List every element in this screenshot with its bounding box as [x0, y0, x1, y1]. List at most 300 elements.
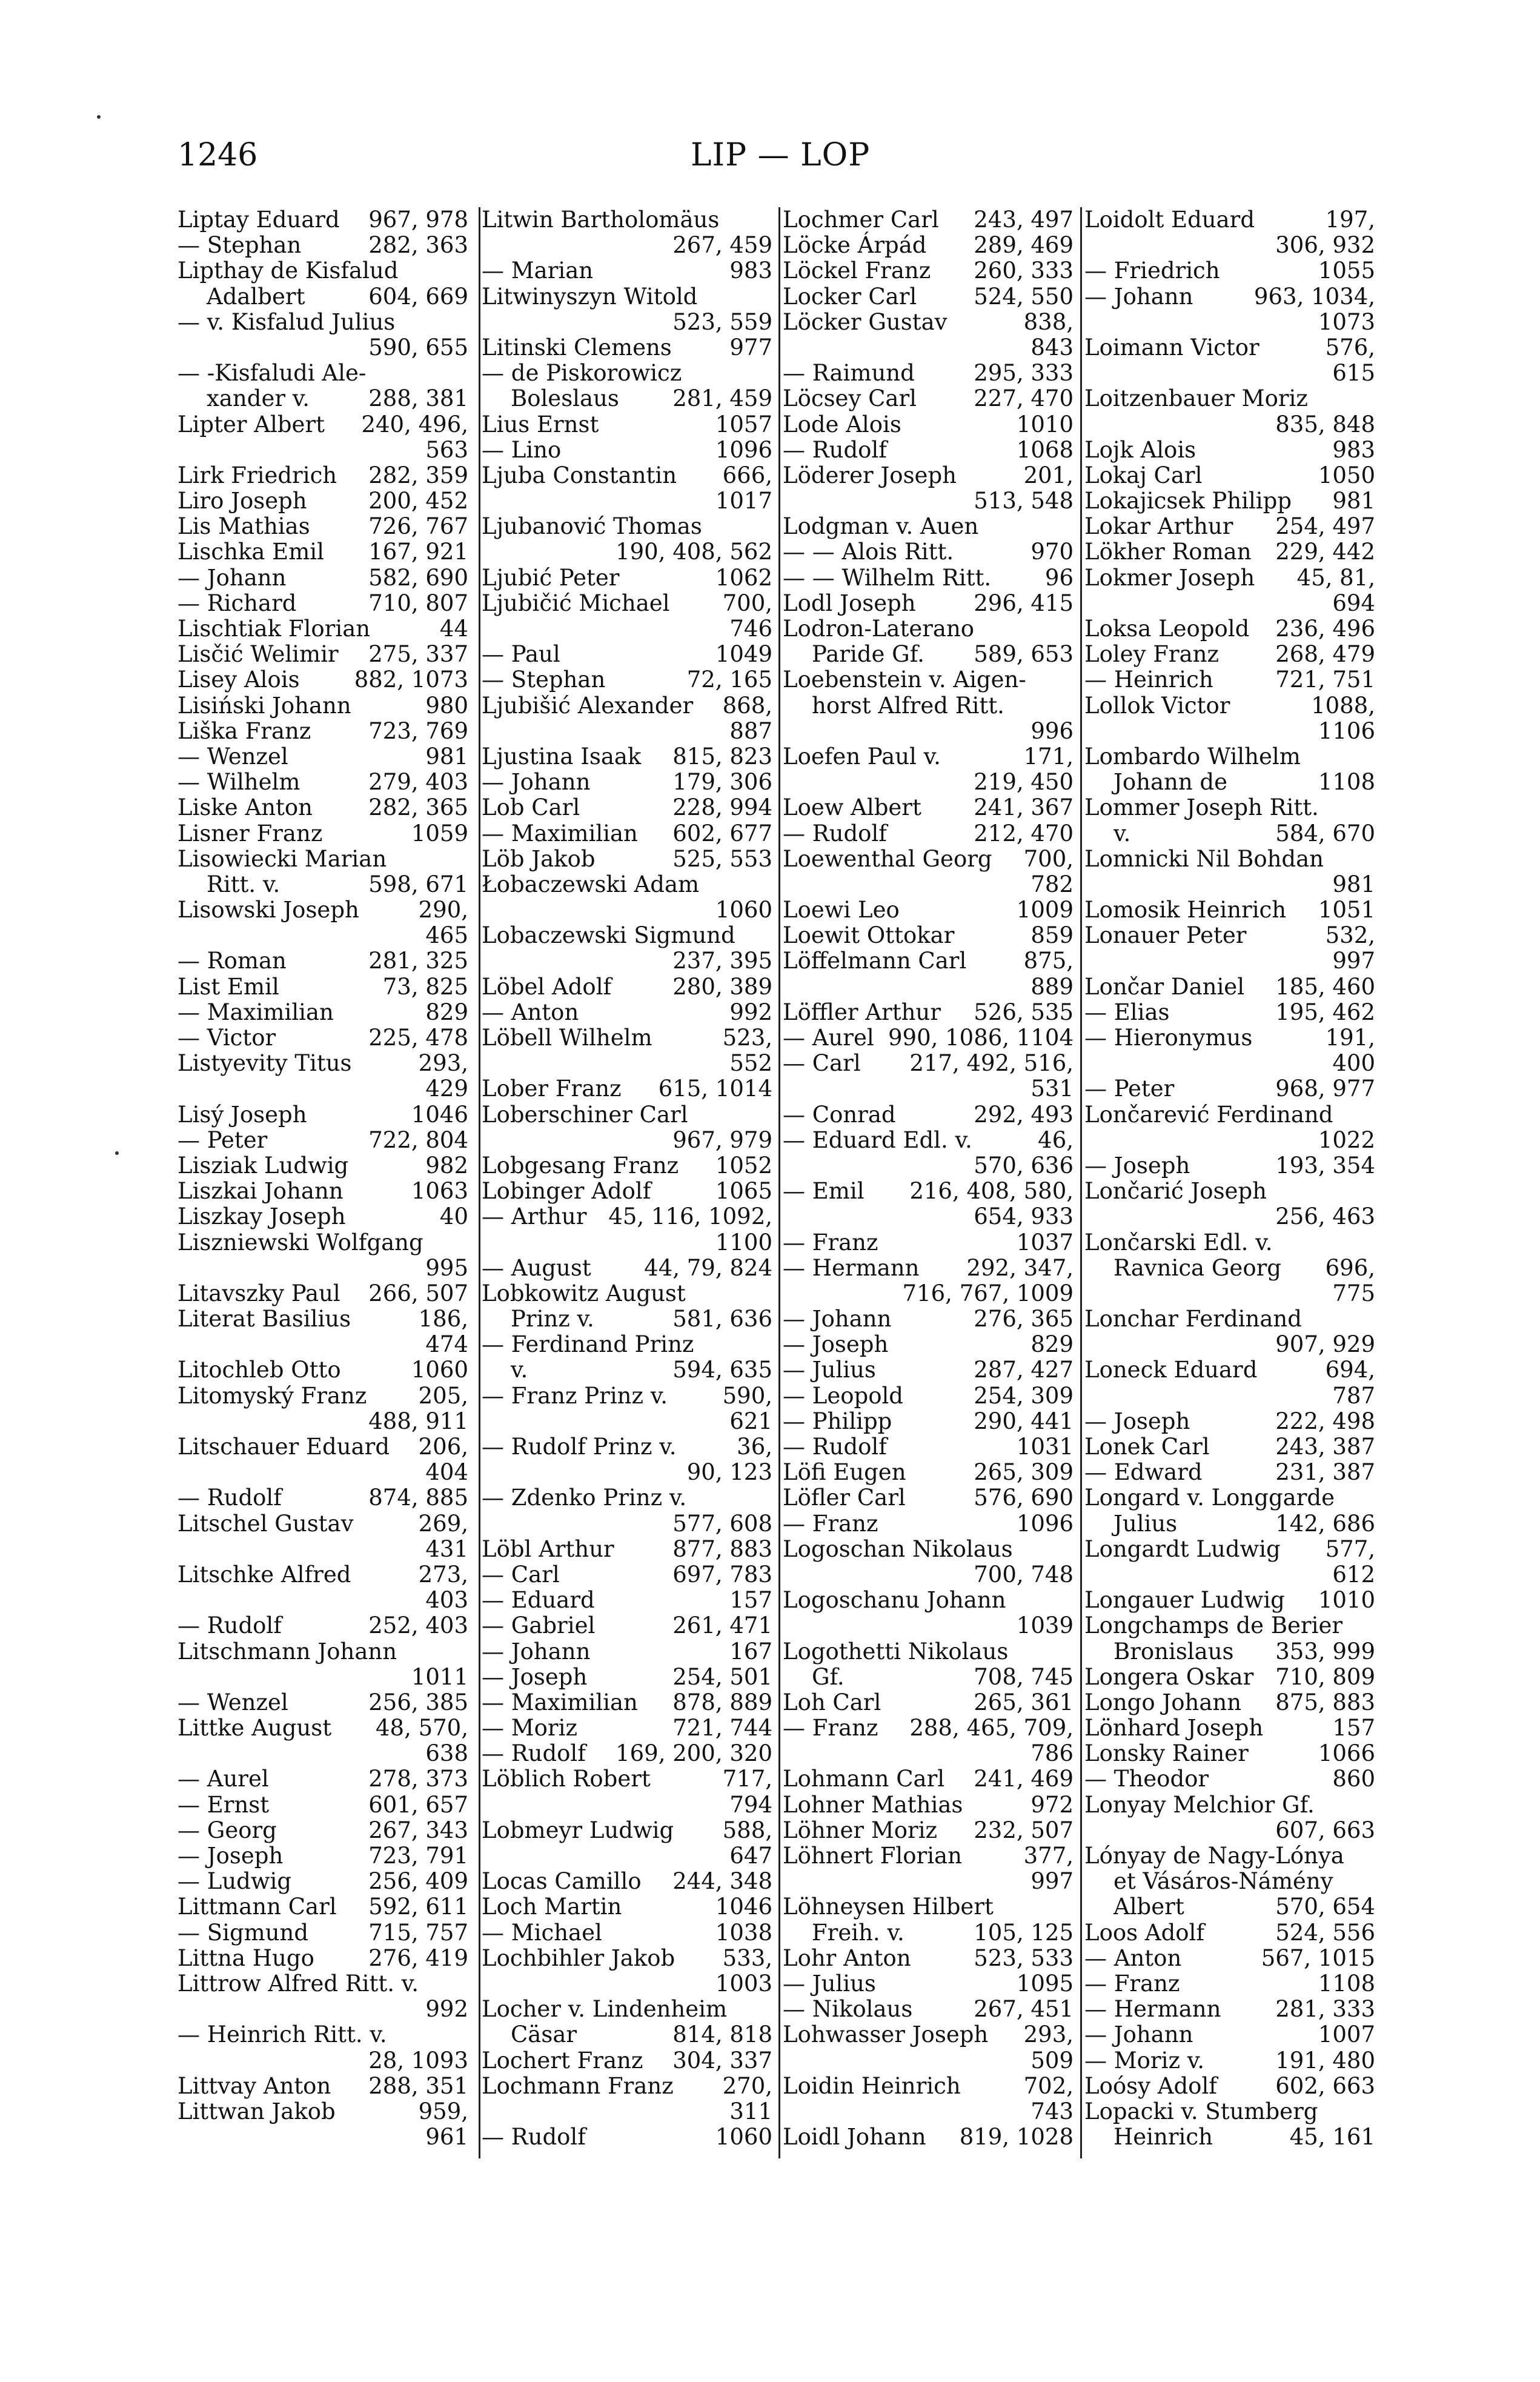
index-entry — [482, 974, 772, 1000]
entry-name: Lob Carl — [482, 794, 580, 821]
index-entry — [482, 2022, 772, 2048]
entry-pages: 598, 671 — [368, 871, 468, 897]
index-entry — [783, 1434, 1074, 1460]
entry-pages: 654, 933 — [974, 1203, 1074, 1230]
entry-name: Liška Franz — [178, 717, 311, 744]
entry-name: Loósy Adolf — [1084, 2072, 1217, 2099]
index-entry — [783, 948, 1074, 974]
entry-name: Ljubanović Thomas — [482, 513, 702, 540]
entry-name: Lobmeyr Ludwig — [482, 1817, 674, 1843]
entry-pages: 576, 690 — [974, 1485, 1074, 1511]
entry-name: Lisey Alois — [178, 667, 300, 693]
index-entry — [178, 1766, 468, 1792]
index-entry — [482, 412, 772, 437]
index-entry — [783, 1537, 1074, 1562]
entry-pages: 694, — [1325, 1357, 1375, 1383]
entry-name: Lode Alois — [783, 411, 901, 437]
entry-pages: 980 — [425, 692, 468, 719]
index-entry — [1084, 1588, 1375, 1613]
entry-pages: 907, 929 — [1275, 1331, 1375, 1358]
index-entry — [482, 1869, 772, 1894]
entry-name: xander v. — [207, 385, 310, 412]
entry-pages: 193, 354 — [1275, 1152, 1375, 1179]
index-entry — [783, 361, 1074, 386]
entry-pages: 716, 767, 1009 — [902, 1280, 1074, 1306]
index-entry — [783, 642, 1074, 667]
entry-name: Lohwasser Joseph — [783, 2021, 989, 2048]
index-entry — [1084, 1281, 1375, 1306]
entry-pages: 281, 325 — [368, 948, 468, 974]
entry-pages: 513, 548 — [974, 488, 1074, 514]
index-entry — [482, 897, 772, 923]
index-entry — [482, 2099, 772, 2124]
index-entry — [1084, 1537, 1375, 1562]
index-entry — [1084, 1332, 1375, 1357]
entry-name: Freih. v. — [812, 1919, 904, 1946]
entry-name: Lónyay de Nagy-Lónya — [1084, 1843, 1344, 1869]
entry-pages: 1059 — [411, 820, 468, 847]
index-entry — [178, 591, 468, 616]
entry-name: Loley Franz — [1084, 641, 1219, 668]
entry-name: — — Alois Ritt. — [783, 539, 954, 565]
entry-name: Löcsey Carl — [783, 385, 917, 412]
index-entry — [178, 1639, 468, 1665]
entry-name: — Zdenko Prinz v. — [482, 1485, 687, 1511]
entry-name: — Carl — [482, 1561, 560, 1588]
index-entry — [1084, 719, 1375, 744]
index-entry — [482, 821, 772, 847]
entry-pages: 227, 470 — [974, 385, 1074, 412]
entry-pages: 311 — [729, 2098, 772, 2124]
entry-name: Litinski Clemens — [482, 334, 672, 361]
entry-pages: 254, 497 — [1275, 513, 1375, 540]
entry-pages: 570, 636 — [974, 1152, 1074, 1179]
index-entry — [783, 1256, 1074, 1281]
entry-name: — Rudolf — [783, 1434, 887, 1460]
entry-pages: 1010 — [1016, 411, 1074, 437]
entry-name: Litochleb Otto — [178, 1357, 341, 1383]
entry-pages: 191, 480 — [1275, 2047, 1375, 2074]
entry-name: — Elias — [1084, 999, 1170, 1025]
entry-pages: 293, — [1023, 2021, 1074, 2048]
entry-name: — Joseph — [783, 1331, 889, 1358]
index-entry — [178, 667, 468, 693]
entry-pages: 1011 — [411, 1663, 468, 1690]
entry-name: Lonyay Melchior Gf. — [1084, 1791, 1315, 1818]
entry-pages: 981 — [1332, 488, 1375, 514]
entry-pages: 552 — [729, 1050, 772, 1077]
page-header-range: LIP — LOP — [691, 137, 871, 173]
entry-pages: 280, 389 — [672, 973, 772, 1000]
index-entry — [783, 847, 1074, 872]
entry-name: — Wilhelm — [178, 769, 300, 796]
entry-name: Locher v. Lindenheim — [482, 1996, 728, 2023]
entry-name: Lončarski Edl. v. — [1084, 1229, 1273, 1256]
entry-name: — Georg — [178, 1817, 277, 1843]
entry-pages: 1065 — [715, 1178, 772, 1205]
entry-name: — Carl — [783, 1050, 861, 1077]
entry-pages: 72, 165 — [686, 667, 772, 693]
index-entry — [783, 2048, 1074, 2074]
entry-pages: 282, 359 — [368, 462, 468, 488]
index-entry — [783, 284, 1074, 310]
entry-pages: 265, 309 — [974, 1459, 1074, 1486]
entry-name: — -Kisfaludi Ale- — [178, 360, 367, 387]
index-entry — [1084, 1869, 1375, 1894]
index-entry — [1084, 1102, 1375, 1128]
index-entry — [178, 1434, 468, 1460]
entry-pages: 531 — [1031, 1076, 1074, 1102]
entry-name: Löbel Adolf — [482, 973, 612, 1000]
index-entry — [783, 770, 1074, 795]
entry-name: Lobgesang Franz — [482, 1152, 679, 1179]
entry-name: Litomyský Franz — [178, 1382, 367, 1409]
entry-name: Lisowski Joseph — [178, 897, 359, 923]
index-entry — [482, 1613, 772, 1638]
entry-name: Johann de — [1114, 769, 1227, 796]
entry-pages: 45, 116, 1092, — [608, 1203, 772, 1230]
index-entry — [783, 1230, 1074, 1256]
entry-pages: 167 — [729, 1638, 772, 1665]
entry-pages: 638 — [425, 1740, 468, 1767]
entry-pages: 835, 848 — [1275, 411, 1375, 437]
index-entry — [1084, 1128, 1375, 1153]
column-separator — [1080, 207, 1082, 2158]
index-entry — [178, 207, 468, 233]
entry-pages: 602, 663 — [1275, 2072, 1375, 2099]
entry-pages: 882, 1073 — [354, 667, 468, 693]
index-entry — [1084, 1409, 1375, 1434]
entry-pages: 589, 653 — [974, 641, 1074, 668]
entry-pages: 44 — [439, 616, 468, 642]
index-entry — [482, 1230, 772, 1256]
entry-pages: 963, 1034, — [1253, 283, 1375, 310]
entry-name: — Rudolf — [783, 820, 887, 847]
index-entry — [482, 1153, 772, 1179]
index-entry — [482, 616, 772, 642]
entry-name: — Johann — [482, 1638, 591, 1665]
index-entry — [1084, 1639, 1375, 1665]
entry-name: — Moriz v. — [1084, 2047, 1204, 2074]
index-entry — [783, 1409, 1074, 1434]
entry-name: Löhner Moriz — [783, 1817, 938, 1843]
index-entry — [178, 872, 468, 897]
entry-name: Longchamps de Berier — [1084, 1612, 1343, 1639]
entry-pages: 1108 — [1318, 769, 1375, 796]
entry-pages: 1060 — [715, 897, 772, 923]
entry-pages: 36, — [737, 1434, 772, 1460]
index-entry — [783, 1997, 1074, 2022]
entry-pages: 185, 460 — [1275, 973, 1375, 1000]
entry-name: — Raimund — [783, 360, 915, 387]
entry-name: — Philipp — [783, 1408, 892, 1434]
index-entry — [178, 770, 468, 795]
entry-pages: 276, 365 — [974, 1306, 1074, 1332]
entry-name: Paride Gf. — [812, 641, 924, 668]
entry-name: Łobaczewski Adam — [482, 871, 700, 897]
index-entry — [783, 565, 1074, 591]
index-entry — [1084, 310, 1375, 335]
entry-name: Lollok Victor — [1084, 692, 1230, 719]
index-entry — [1084, 565, 1375, 591]
entry-pages: 279, 403 — [368, 769, 468, 796]
index-entry — [783, 1920, 1074, 1946]
index-entry — [783, 2124, 1074, 2150]
entry-name: Julius — [1114, 1510, 1178, 1537]
entry-pages: 995 — [425, 1254, 468, 1281]
entry-pages: 265, 361 — [974, 1689, 1074, 1715]
index-entry — [783, 539, 1074, 565]
index-entry — [783, 1588, 1074, 1613]
entry-name: Lohr Anton — [783, 1945, 911, 1971]
index-entry — [178, 847, 468, 872]
entry-name: — Paul — [482, 641, 560, 668]
index-entry — [482, 1204, 772, 1229]
entry-pages: 200, 452 — [368, 488, 468, 514]
index-entry — [482, 1332, 772, 1357]
index-entry — [178, 258, 468, 284]
entry-pages: 206, — [418, 1434, 468, 1460]
entry-name: Lombardo Wilhelm — [1084, 743, 1301, 770]
entry-name: Lobaczewski Sigmund — [482, 922, 735, 949]
entry-name: v. — [511, 1357, 528, 1383]
index-entry — [1084, 1920, 1375, 1946]
index-entry — [482, 1843, 772, 1869]
entry-pages: 256, 463 — [1275, 1203, 1375, 1230]
entry-pages: 860 — [1332, 1766, 1375, 1792]
index-entry — [482, 310, 772, 335]
index-entry — [1084, 1485, 1375, 1511]
index-entry — [1084, 1434, 1375, 1460]
entry-name: Adalbert — [207, 283, 305, 310]
entry-pages: 1073 — [1318, 308, 1375, 335]
entry-name: Loberschiner Carl — [482, 1101, 688, 1128]
index-entry — [783, 1562, 1074, 1588]
entry-pages: 237, 395 — [672, 948, 772, 974]
index-entry — [1084, 539, 1375, 565]
index-entry — [178, 1613, 468, 1638]
entry-pages: 523, — [722, 1025, 772, 1051]
entry-pages: 256, 409 — [368, 1868, 468, 1895]
entry-name: Ljubičić Michael — [482, 590, 670, 616]
entry-pages: 983 — [1332, 436, 1375, 463]
entry-pages: 40 — [439, 1203, 468, 1230]
entry-pages: 700, 748 — [974, 1561, 1074, 1588]
entry-pages: 717, — [722, 1766, 772, 1792]
entry-name: Albert — [1114, 1894, 1184, 1920]
entry-pages: 604, 669 — [368, 283, 468, 310]
entry-pages: 225, 478 — [368, 1025, 468, 1051]
entry-name: — Wenzel — [178, 743, 288, 770]
entry-pages: 700, — [1023, 845, 1074, 872]
entry-pages: 1088, — [1311, 692, 1375, 719]
index-entry — [1084, 1076, 1375, 1102]
entry-pages: 267, 343 — [368, 1817, 468, 1843]
entry-pages: 273, — [418, 1561, 468, 1588]
entry-pages: 615, 1014 — [658, 1076, 772, 1102]
entry-pages: 694 — [1332, 590, 1375, 616]
index-entry — [178, 795, 468, 820]
entry-pages: 260, 333 — [974, 258, 1074, 284]
entry-pages: 1068 — [1016, 436, 1074, 463]
entry-pages: 28, 1093 — [368, 2047, 468, 2074]
index-entry — [1084, 437, 1375, 463]
entry-name: — Johann — [783, 1306, 892, 1332]
entry-pages: 970 — [1031, 539, 1074, 565]
entry-name: Longo Johann — [1084, 1689, 1242, 1715]
index-entry — [178, 1357, 468, 1383]
entry-name: Literat Basilius — [178, 1306, 351, 1332]
entry-pages: 814, 818 — [672, 2021, 772, 2048]
index-entry — [178, 2124, 468, 2150]
index-entry — [178, 335, 468, 361]
index-column-1 — [178, 207, 468, 2150]
entry-name: Lirk Friedrich — [178, 462, 337, 488]
index-entry — [482, 1562, 772, 1588]
entry-pages: 90, 123 — [686, 1459, 772, 1486]
index-entry — [482, 1766, 772, 1792]
index-entry — [1084, 1818, 1375, 1843]
entry-pages: 256, 385 — [368, 1689, 468, 1715]
entry-name: Lisner Franz — [178, 820, 323, 847]
entry-name: — Ferdinand Prinz — [482, 1331, 694, 1358]
entry-name: — Stephan — [178, 232, 302, 259]
entry-name: Loew Albert — [783, 794, 921, 821]
entry-name: — Roman — [178, 948, 287, 974]
entry-pages: 167, 921 — [368, 539, 468, 565]
entry-pages: 195, 462 — [1275, 999, 1375, 1025]
entry-name: Lokar Arthur — [1084, 513, 1233, 540]
index-entry — [178, 744, 468, 770]
index-entry — [1084, 744, 1375, 770]
index-entry — [1084, 2099, 1375, 2124]
entry-pages: 1009 — [1016, 897, 1074, 923]
entry-pages: 254, 309 — [974, 1382, 1074, 1409]
index-entry — [482, 948, 772, 974]
entry-pages: 201, — [1023, 462, 1074, 488]
index-column-2 — [482, 207, 772, 2150]
index-entry — [1084, 1894, 1375, 1920]
entry-name: — Anton — [482, 999, 579, 1025]
index-entry — [178, 1946, 468, 1971]
index-entry — [1084, 386, 1375, 411]
entry-name: Lojk Alois — [1084, 436, 1196, 463]
index-entry — [178, 284, 468, 310]
entry-name: Lonchar Ferdinand — [1084, 1306, 1302, 1332]
index-entry — [1084, 642, 1375, 667]
entry-pages: 243, 497 — [974, 207, 1074, 233]
index-entry — [783, 1281, 1074, 1306]
entry-pages: 696, — [1325, 1254, 1375, 1281]
index-entry — [482, 2124, 772, 2150]
entry-pages: 829 — [425, 999, 468, 1025]
index-entry — [783, 310, 1074, 335]
index-entry — [178, 1792, 468, 1818]
entry-pages: 607, 663 — [1275, 1817, 1375, 1843]
index-entry — [1084, 1766, 1375, 1792]
index-entry — [1084, 1000, 1375, 1025]
entry-name: Lisowiecki Marian — [178, 845, 387, 872]
entry-name: — Franz — [1084, 1970, 1180, 1997]
entry-name: — de Piskorowicz — [482, 360, 682, 387]
index-entry — [1084, 591, 1375, 616]
index-entry — [482, 463, 772, 488]
entry-pages: 786 — [1031, 1740, 1074, 1767]
entry-pages: 45, 81, — [1296, 564, 1375, 591]
index-entry — [482, 1818, 772, 1843]
entry-pages: 829 — [1031, 1331, 1074, 1358]
entry-name: Lönhard Joseph — [1084, 1715, 1264, 1742]
index-entry — [783, 1818, 1074, 1843]
entry-name: Liptay Eduard — [178, 207, 340, 233]
entry-name: — Friedrich — [1084, 258, 1220, 284]
entry-name: Lodgman v. Auen — [783, 513, 979, 540]
index-entry — [1084, 1971, 1375, 1997]
entry-pages: 525, 553 — [672, 845, 772, 872]
entry-name: Lončarić Joseph — [1084, 1178, 1267, 1205]
entry-name: Longard v. Longgarde — [1084, 1485, 1335, 1511]
index-entry — [1084, 847, 1375, 872]
entry-pages: 281, 333 — [1275, 1996, 1375, 2023]
entry-pages: 594, 635 — [672, 1357, 772, 1383]
entry-name: — Maximilian — [482, 1689, 638, 1715]
entry-pages: 1038 — [715, 1919, 772, 1946]
entry-name: Lokajicsek Philipp — [1084, 488, 1292, 514]
entry-name: — Lino — [482, 436, 562, 463]
index-entry — [178, 693, 468, 719]
entry-name: Loneck Eduard — [1084, 1357, 1258, 1383]
entry-pages: 887 — [729, 717, 772, 744]
index-entry — [178, 1281, 468, 1306]
index-entry — [178, 1179, 468, 1204]
entry-name: — Johann — [482, 769, 591, 796]
index-entry — [178, 1256, 468, 1281]
entry-name: Löckel Franz — [783, 258, 931, 284]
index-entry — [1084, 1690, 1375, 1715]
index-entry — [482, 1639, 772, 1665]
index-entry — [482, 1665, 772, 1690]
index-entry — [783, 1843, 1074, 1869]
index-entry — [482, 1128, 772, 1153]
entry-name: Longauer Ludwig — [1084, 1587, 1285, 1614]
entry-pages: 241, 367 — [974, 794, 1074, 821]
entry-name: — Arthur — [482, 1203, 587, 1230]
entry-pages: 576, — [1325, 334, 1375, 361]
entry-pages: 992 — [729, 999, 772, 1025]
entry-name: — Aurel — [783, 1025, 874, 1051]
index-entry — [482, 1000, 772, 1025]
entry-name: Lochmann Franz — [482, 2072, 674, 2099]
entry-name: Lopacki v. Stumberg — [1084, 2098, 1318, 2124]
entry-pages: 875, 883 — [1275, 1689, 1375, 1715]
entry-pages: 171, — [1023, 743, 1074, 770]
index-entry — [178, 1715, 468, 1741]
entry-pages: 228, 994 — [672, 794, 772, 821]
entry-pages: 1106 — [1318, 717, 1375, 744]
index-entry — [178, 2074, 468, 2099]
index-entry — [178, 2022, 468, 2048]
entry-pages: 874, 885 — [368, 1485, 468, 1511]
entry-name: Liske Anton — [178, 794, 313, 821]
entry-pages: 243, 387 — [1275, 1434, 1375, 1460]
index-entry — [482, 539, 772, 565]
entry-name: Ljuba Constantin — [482, 462, 677, 488]
entry-name: Litschmann Johann — [178, 1638, 397, 1665]
index-entry — [482, 795, 772, 820]
entry-pages: 981 — [1332, 871, 1375, 897]
index-entry — [1084, 258, 1375, 284]
index-entry — [482, 514, 772, 539]
